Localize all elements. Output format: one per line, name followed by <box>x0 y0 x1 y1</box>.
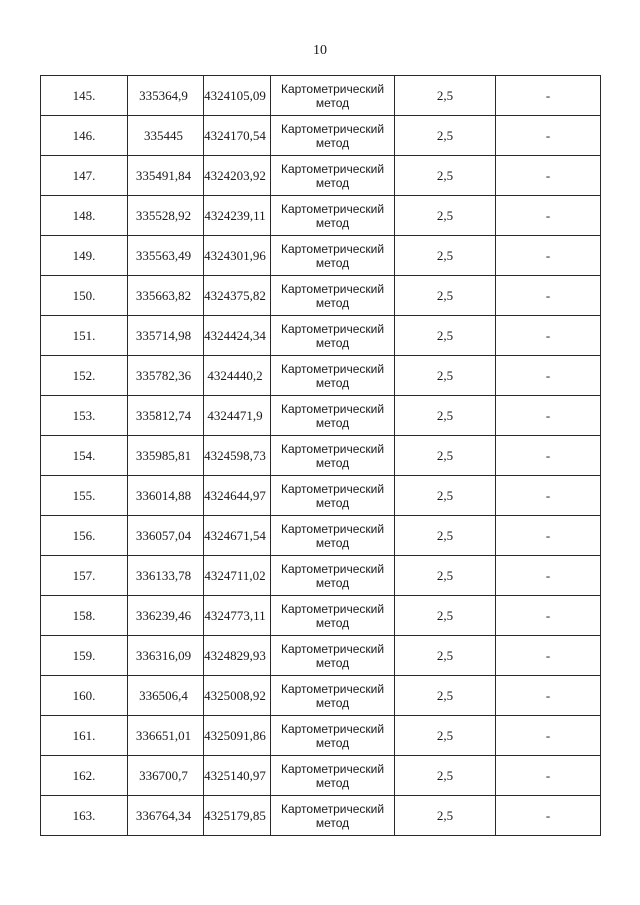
method-cell: Картометрический метод <box>271 156 395 196</box>
accuracy-cell: 2,5 <box>395 316 496 356</box>
point-number-cell: 146. <box>41 116 128 156</box>
y-coordinate-cell: 4324671,54 <box>204 516 271 556</box>
x-coordinate-cell: 336316,09 <box>128 636 204 676</box>
note-cell: - <box>496 316 601 356</box>
point-number-cell: 155. <box>41 476 128 516</box>
accuracy-cell: 2,5 <box>395 156 496 196</box>
y-coordinate-cell: 4325008,92 <box>204 676 271 716</box>
note-cell: - <box>496 476 601 516</box>
point-number-cell: 152. <box>41 356 128 396</box>
point-number-cell: 154. <box>41 436 128 476</box>
y-coordinate-cell: 4324301,96 <box>204 236 271 276</box>
y-coordinate-cell: 4324711,02 <box>204 556 271 596</box>
x-coordinate-cell: 336239,46 <box>128 596 204 636</box>
table-row <box>41 196 601 236</box>
y-coordinate-cell: 4324471,9 <box>204 396 271 436</box>
x-coordinate-cell: 335563,49 <box>128 236 204 276</box>
point-number-cell: 148. <box>41 196 128 236</box>
table-row <box>41 76 601 116</box>
y-coordinate-cell: 4324440,2 <box>204 356 271 396</box>
table-row <box>41 476 601 516</box>
table-row <box>41 516 601 556</box>
accuracy-cell: 2,5 <box>395 436 496 476</box>
note-cell: - <box>496 76 601 116</box>
accuracy-cell: 2,5 <box>395 196 496 236</box>
y-coordinate-cell: 4325091,86 <box>204 716 271 756</box>
table-row <box>41 356 601 396</box>
note-cell: - <box>496 756 601 796</box>
point-number-cell: 163. <box>41 796 128 836</box>
point-number-cell: 159. <box>41 636 128 676</box>
accuracy-cell: 2,5 <box>395 396 496 436</box>
accuracy-cell: 2,5 <box>395 356 496 396</box>
point-number-cell: 147. <box>41 156 128 196</box>
x-coordinate-cell: 335491,84 <box>128 156 204 196</box>
method-cell: Картометрический метод <box>271 116 395 156</box>
accuracy-cell: 2,5 <box>395 756 496 796</box>
x-coordinate-cell: 335812,74 <box>128 396 204 436</box>
x-coordinate-cell: 335528,92 <box>128 196 204 236</box>
y-coordinate-cell: 4324773,11 <box>204 596 271 636</box>
table-row <box>41 156 601 196</box>
accuracy-cell: 2,5 <box>395 676 496 716</box>
point-number-cell: 156. <box>41 516 128 556</box>
method-cell: Картометрический метод <box>271 556 395 596</box>
y-coordinate-cell: 4324203,92 <box>204 156 271 196</box>
method-cell: Картометрический метод <box>271 196 395 236</box>
method-cell: Картометрический метод <box>271 676 395 716</box>
x-coordinate-cell: 335782,36 <box>128 356 204 396</box>
note-cell: - <box>496 596 601 636</box>
method-cell: Картометрический метод <box>271 316 395 356</box>
table-row <box>41 636 601 676</box>
accuracy-cell: 2,5 <box>395 116 496 156</box>
method-cell: Картометрический метод <box>271 636 395 676</box>
x-coordinate-cell: 335364,9 <box>128 76 204 116</box>
table-row <box>41 556 601 596</box>
x-coordinate-cell: 336700,7 <box>128 756 204 796</box>
method-cell: Картометрический метод <box>271 516 395 556</box>
accuracy-cell: 2,5 <box>395 476 496 516</box>
point-number-cell: 150. <box>41 276 128 316</box>
method-cell: Картометрический метод <box>271 356 395 396</box>
y-coordinate-cell: 4324375,82 <box>204 276 271 316</box>
method-cell: Картометрический метод <box>271 236 395 276</box>
point-number-cell: 161. <box>41 716 128 756</box>
y-coordinate-cell: 4324829,93 <box>204 636 271 676</box>
note-cell: - <box>496 116 601 156</box>
point-number-cell: 162. <box>41 756 128 796</box>
x-coordinate-cell: 336651,01 <box>128 716 204 756</box>
y-coordinate-cell: 4324105,09 <box>204 76 271 116</box>
method-cell: Картометрический метод <box>271 716 395 756</box>
y-coordinate-cell: 4325179,85 <box>204 796 271 836</box>
table-row <box>41 436 601 476</box>
method-cell: Картометрический метод <box>271 796 395 836</box>
accuracy-cell: 2,5 <box>395 716 496 756</box>
table-row <box>41 316 601 356</box>
table-row <box>41 116 601 156</box>
accuracy-cell: 2,5 <box>395 516 496 556</box>
table-row <box>41 756 601 796</box>
method-cell: Картометрический метод <box>271 396 395 436</box>
point-number-cell: 158. <box>41 596 128 636</box>
table-row <box>41 796 601 836</box>
accuracy-cell: 2,5 <box>395 636 496 676</box>
note-cell: - <box>496 676 601 716</box>
y-coordinate-cell: 4324598,73 <box>204 436 271 476</box>
accuracy-cell: 2,5 <box>395 276 496 316</box>
note-cell: - <box>496 236 601 276</box>
point-number-cell: 157. <box>41 556 128 596</box>
y-coordinate-cell: 4324170,54 <box>204 116 271 156</box>
accuracy-cell: 2,5 <box>395 236 496 276</box>
point-number-cell: 145. <box>41 76 128 116</box>
accuracy-cell: 2,5 <box>395 76 496 116</box>
method-cell: Картометрический метод <box>271 756 395 796</box>
note-cell: - <box>496 156 601 196</box>
x-coordinate-cell: 336764,34 <box>128 796 204 836</box>
x-coordinate-cell: 336014,88 <box>128 476 204 516</box>
y-coordinate-cell: 4324644,97 <box>204 476 271 516</box>
point-number-cell: 160. <box>41 676 128 716</box>
x-coordinate-cell: 335445 <box>128 116 204 156</box>
accuracy-cell: 2,5 <box>395 556 496 596</box>
note-cell: - <box>496 556 601 596</box>
x-coordinate-cell: 335714,98 <box>128 316 204 356</box>
table-row <box>41 396 601 436</box>
accuracy-cell: 2,5 <box>395 796 496 836</box>
method-cell: Картометрический метод <box>271 596 395 636</box>
table-row <box>41 676 601 716</box>
table-row <box>41 276 601 316</box>
note-cell: - <box>496 196 601 236</box>
x-coordinate-cell: 336506,4 <box>128 676 204 716</box>
table-row <box>41 716 601 756</box>
note-cell: - <box>496 396 601 436</box>
point-number-cell: 153. <box>41 396 128 436</box>
accuracy-cell: 2,5 <box>395 596 496 636</box>
note-cell: - <box>496 796 601 836</box>
method-cell: Картометрический метод <box>271 76 395 116</box>
coordinates-table-body <box>41 76 601 836</box>
page-number: 10 <box>313 43 327 58</box>
note-cell: - <box>496 356 601 396</box>
point-number-cell: 149. <box>41 236 128 276</box>
y-coordinate-cell: 4324239,11 <box>204 196 271 236</box>
note-cell: - <box>496 516 601 556</box>
note-cell: - <box>496 436 601 476</box>
x-coordinate-cell: 335985,81 <box>128 436 204 476</box>
method-cell: Картометрический метод <box>271 436 395 476</box>
y-coordinate-cell: 4324424,34 <box>204 316 271 356</box>
x-coordinate-cell: 336133,78 <box>128 556 204 596</box>
coordinates-table <box>40 75 601 836</box>
method-cell: Картометрический метод <box>271 476 395 516</box>
table-row <box>41 236 601 276</box>
note-cell: - <box>496 276 601 316</box>
note-cell: - <box>496 716 601 756</box>
method-cell: Картометрический метод <box>271 276 395 316</box>
point-number-cell: 151. <box>41 316 128 356</box>
y-coordinate-cell: 4325140,97 <box>204 756 271 796</box>
note-cell: - <box>496 636 601 676</box>
x-coordinate-cell: 336057,04 <box>128 516 204 556</box>
x-coordinate-cell: 335663,82 <box>128 276 204 316</box>
table-row <box>41 596 601 636</box>
